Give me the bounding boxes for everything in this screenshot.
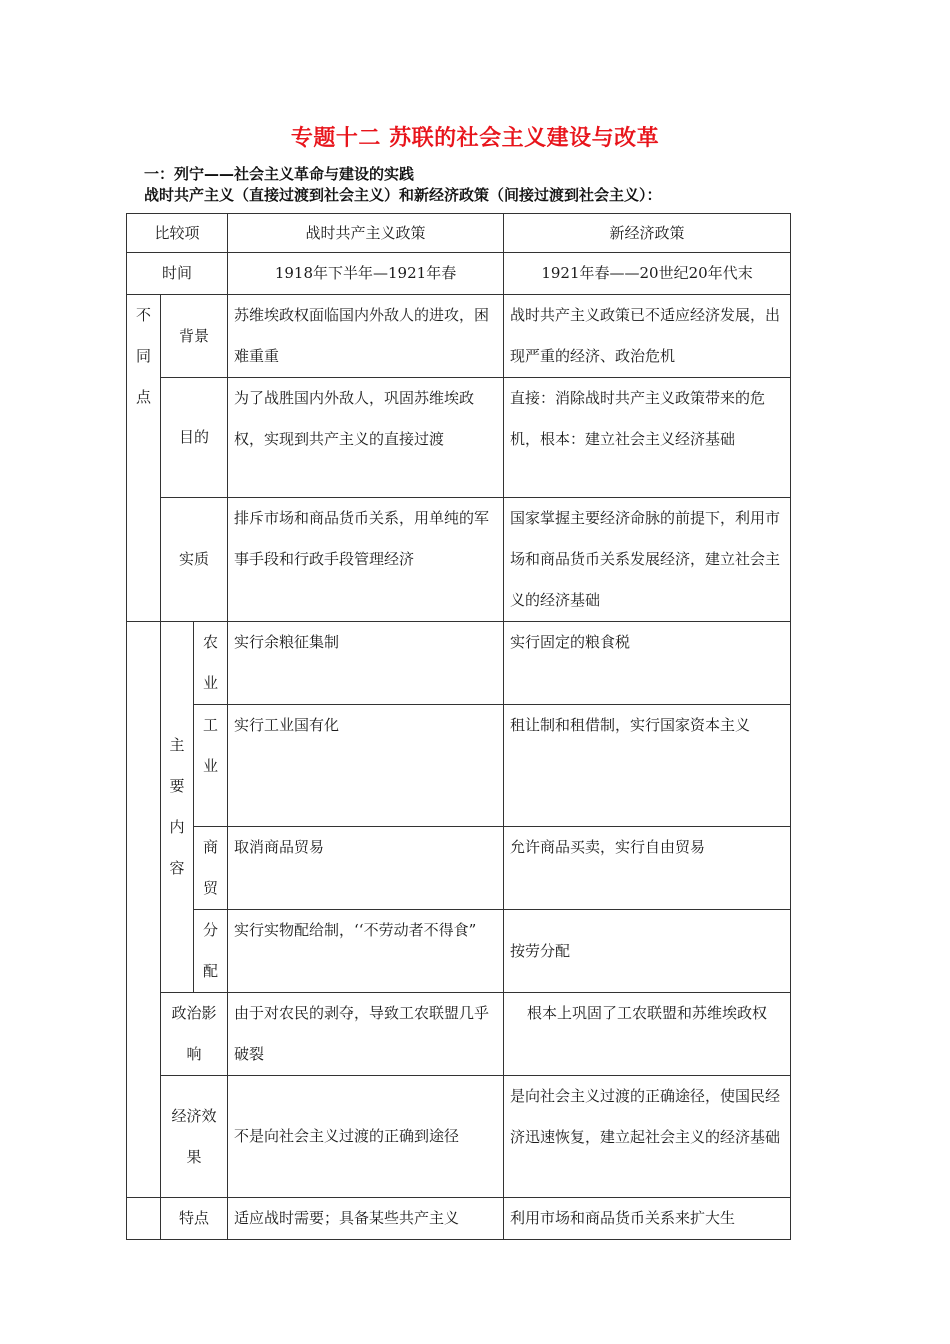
label-industry-cell [194,705,228,827]
diff-label: 不同点 [135,306,151,406]
row-label-economic: 经济效果 [161,1076,228,1198]
feature-nep: 利用市场和商品货币关系来扩大生 [504,1198,791,1240]
outer-empty-cell [127,622,161,1198]
header-new-economic-policy: 新经济政策 [504,214,791,253]
essence-war: 排斥市场和商品货币关系，用单纯的军事手段和行政手段管理经济 [228,498,504,622]
distribution-nep: 按劳分配 [504,910,791,993]
table-row-background [127,295,791,378]
table-row-feature [127,1198,791,1240]
distribution-war: 实行实物配给制，‘‘不劳动者不得食” [228,910,504,993]
section-subheading: 战时共产主义（直接过渡到社会主义）和新经济政策（间接过渡到社会主义）： [144,186,662,204]
section-heading: 一：列宁——社会主义革命与建设的实践 [144,165,415,183]
content-label: 主要内容 [169,736,185,877]
table-row-time [127,253,791,295]
feature-war: 适应战时需要；具备某些共产主义 [228,1198,504,1240]
table-row-industry [127,705,791,827]
time-war: 1918年下半年—1921年春 [228,253,504,295]
purpose-war: 为了战胜国内外敌人，巩固苏维埃政权，实现到共产主义的直接过渡 [228,378,504,498]
comparison-table [126,213,791,1240]
economic-nep: 是向社会主义过渡的正确途径，使国民经济迅速恢复，建立起社会主义的经济基础 [504,1076,791,1198]
background-war: 苏维埃政权面临国内外敌人的进攻，困难重重 [228,295,504,378]
essence-nep: 国家掌握主要经济命脉的前提下，利用市场和商品货币关系发展经济，建立社会主义的经济基础 [504,498,791,622]
row-label-trade: 商贸 [203,838,219,897]
label-distribution-cell [194,910,228,993]
row-label-distribution: 分配 [203,921,219,980]
industry-nep: 租让制和租借制，实行国家资本主义 [504,705,791,827]
table-row-economic [127,1076,791,1198]
trade-nep: 允许商品买卖，实行自由贸易 [504,827,791,910]
purpose-nep: 直接：消除战时共产主义政策带来的危机，根本：建立社会主义经济基础 [504,378,791,498]
economic-war: 不是向社会主义过渡的正确到途径 [228,1076,504,1198]
table-header-row [127,214,791,253]
table-row-distribution [127,910,791,993]
political-nep: 根本上巩固了工农联盟和苏维埃政权 [504,993,791,1076]
table-row-essence [127,498,791,622]
diff-label-cell [127,295,161,622]
label-trade-cell [194,827,228,910]
row-label-purpose: 目的 [161,378,228,498]
industry-war: 实行工业国有化 [228,705,504,827]
row-label-feature: 特点 [161,1198,228,1240]
agriculture-nep: 实行固定的粮食税 [504,622,791,705]
time-nep: 1921年春——20世纪20年代末 [504,253,791,295]
header-war-communism: 战时共产主义政策 [228,214,504,253]
political-war: 由于对农民的剥夺，导致工农联盟几乎破裂 [228,993,504,1076]
outer-empty-cell-feature [127,1198,161,1240]
row-label-time: 时间 [127,253,228,295]
trade-war: 取消商品贸易 [228,827,504,910]
table-row-purpose [127,378,791,498]
row-label-political: 政治影响 [161,993,228,1076]
row-label-industry: 工业 [203,716,219,775]
table-row-trade [127,827,791,910]
header-compare: 比较项 [127,214,228,253]
background-nep: 战时共产主义政策已不适应经济发展，出现严重的经济、政治危机 [504,295,791,378]
table-row-political [127,993,791,1076]
table-row-agriculture [127,622,791,705]
row-label-background: 背景 [161,295,228,378]
label-agriculture-cell [194,622,228,705]
row-label-agriculture: 农业 [203,633,219,692]
content-label-cell [161,622,194,993]
row-label-essence: 实质 [161,498,228,622]
agriculture-war: 实行余粮征集制 [228,622,504,705]
page-title: 专题十二 苏联的社会主义建设与改革 [290,126,660,151]
